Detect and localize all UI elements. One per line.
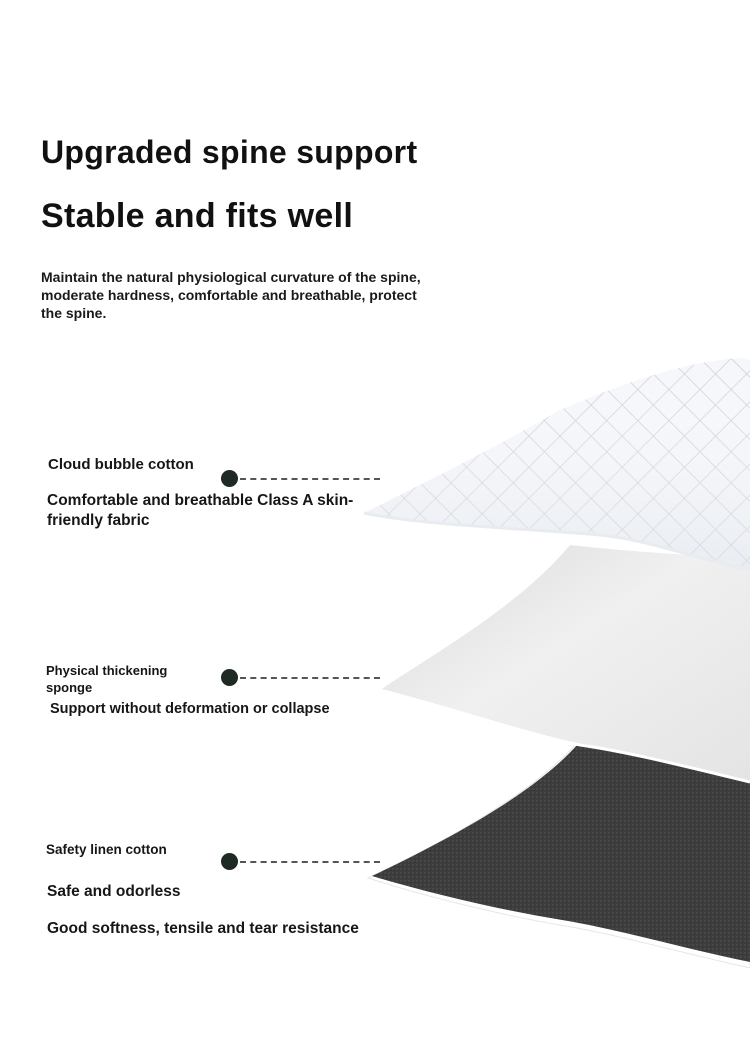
sponge-layer-shape — [380, 545, 750, 782]
layer-2-name: Physical thickening sponge — [46, 663, 168, 695]
headline-primary: Upgraded spine support — [41, 134, 418, 170]
layer-2-description: Support without deformation or collapse — [50, 701, 330, 717]
layer-2-marker-dot — [221, 669, 238, 686]
layer-3-name: Safety linen cotton — [46, 842, 167, 857]
quilt-layer-shape — [364, 358, 750, 570]
intro-text: Maintain the natural physiological curvature of the spine, moderate hardness, comfortable and breathable, protect the spine. — [41, 269, 421, 321]
layer-2-leader-line — [240, 677, 380, 679]
layer-3-description-1: Safe and odorless — [47, 883, 181, 900]
layer-3-marker-dot — [221, 853, 238, 870]
layer-1-name: Cloud bubble cotton — [48, 456, 194, 473]
layer-3-leader-line — [240, 861, 380, 863]
layer-3-description-2: Good softness, tensile and tear resistance — [47, 920, 359, 937]
headline-secondary: Stable and fits well — [41, 197, 354, 235]
layer-1-marker-dot — [221, 470, 238, 487]
layer-1-description: Comfortable and breathable Class A skin-friendly fabric — [47, 492, 354, 529]
linen-layer-shape — [368, 742, 750, 968]
layer-1-leader-line — [240, 478, 380, 480]
